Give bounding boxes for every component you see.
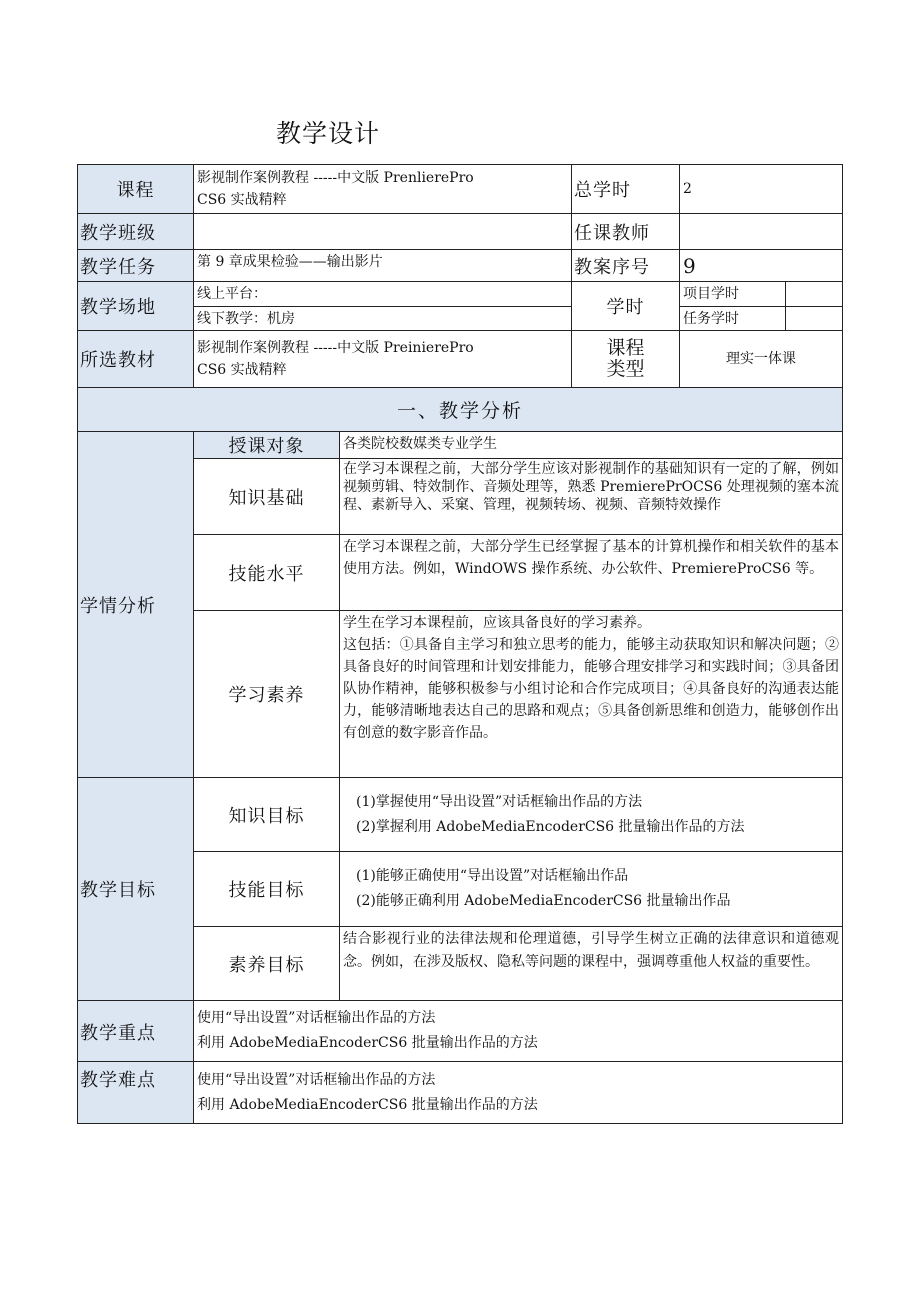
task-hours-label: 任务学时 xyxy=(683,310,739,327)
plan-no-value-cell xyxy=(679,249,843,282)
teaching-goals-label: 教学目标 xyxy=(80,880,156,901)
learning-literacy-label: 学习素养 xyxy=(228,685,305,706)
class-label: 教学班级 xyxy=(80,222,156,244)
key-points-label-cell xyxy=(77,1000,194,1062)
skill-goal-2: (2)能够正确利用 AdobeMediaEncoderCS6 批量输出作品 xyxy=(356,893,731,909)
task-value: 第 9 章成果检验——输出影片 xyxy=(197,254,383,270)
section-teaching-analysis xyxy=(77,387,843,432)
key-points-label: 教学重点 xyxy=(80,1023,156,1044)
hours-label-cell xyxy=(571,281,680,331)
knowledge-goal-1: (1)掌握使用“导出设置”对话框输出作品的方法 xyxy=(356,793,643,810)
class-value-cell xyxy=(193,213,572,250)
teacher-label-cell xyxy=(571,213,680,250)
teaching-goals-label-cell xyxy=(77,777,194,1001)
venue-offline: 线下教学：机房 xyxy=(197,310,295,327)
lesson-plan-table xyxy=(77,164,843,1124)
venue-online: 线上平台： xyxy=(197,286,267,302)
learner-analysis-label-cell xyxy=(77,431,194,778)
class-label-cell xyxy=(77,213,194,250)
knowledge-base-label-cell xyxy=(193,458,340,535)
audience-label: 授课对象 xyxy=(228,436,305,457)
task-value-cell xyxy=(193,249,572,282)
course-label: 课程 xyxy=(116,180,155,201)
total-hours-value: 2 xyxy=(683,181,692,197)
venue-label: 教学场地 xyxy=(80,297,156,318)
venue-offline-cell xyxy=(193,306,572,331)
skill-goal-label: 技能目标 xyxy=(228,880,305,901)
total-hours-value-cell xyxy=(679,164,843,214)
skill-level-label: 技能水平 xyxy=(228,563,305,585)
document-title: 教学设计 xyxy=(276,119,381,148)
literacy-goal-value-cell xyxy=(339,926,843,1001)
difficulties-label-cell xyxy=(77,1061,194,1124)
total-hours-label-cell xyxy=(571,164,680,214)
knowledge-base-label: 知识基础 xyxy=(228,487,305,509)
project-hours-value-cell xyxy=(785,281,843,307)
course-type-label-1: 课程 xyxy=(606,337,645,359)
textbook-value-line2: CS6 实战精粹 xyxy=(197,362,287,378)
task-hours-label-cell xyxy=(679,306,786,331)
course-type-label-2: 类型 xyxy=(606,358,645,380)
project-hours-label-cell xyxy=(679,281,786,307)
course-type-value-cell xyxy=(679,330,843,388)
literacy-goal-value: 结合影视行业的法律法规和伦理道德，引导学生树立正确的法律意识和道德观念。例如，在涉及版权、隐私等问题的课程中，强调尊重他人权益的重要性。 xyxy=(343,931,839,970)
skill-goal-value-cell xyxy=(339,851,843,927)
difficulties-label: 教学难点 xyxy=(80,1070,156,1091)
project-hours-label: 项目学时 xyxy=(683,286,739,302)
course-value-line1: 影视制作案例教程 -----中文版 PrenlierePro xyxy=(197,170,474,186)
skill-level-label-cell xyxy=(193,534,340,611)
teacher-value-cell xyxy=(679,213,843,250)
knowledge-goal-label: 知识目标 xyxy=(228,805,305,827)
knowledge-goal-label-cell xyxy=(193,777,340,852)
task-hours-value-cell xyxy=(785,306,843,331)
plan-no-label-cell xyxy=(571,249,680,282)
course-label-cell xyxy=(77,164,194,214)
knowledge-goal-value-cell xyxy=(339,777,843,852)
learning-literacy-label-cell xyxy=(193,610,340,778)
difficulty-1: 使用“导出设置”对话框输出作品的方法 xyxy=(197,1071,436,1088)
task-label: 教学任务 xyxy=(80,256,156,278)
skill-goal-label-cell xyxy=(193,851,340,927)
difficulty-2: 利用 AdobeMediaEncoderCS6 批量输出作品的方法 xyxy=(197,1096,538,1113)
learning-literacy-p1: 学生在学习本课程前，应该具备良好的学习素养。 xyxy=(343,615,651,631)
literacy-goal-label-cell xyxy=(193,926,340,1001)
learner-analysis-label: 学情分析 xyxy=(80,595,156,617)
plan-no-label: 教案序号 xyxy=(574,256,650,278)
learning-literacy-p2: 这包括：①具备自主学习和独立思考的能力，能够主动获取知识和解决问题；②具备良好的时间管理和计划安排能力，能够合理安排学习和实践时间；③具备团队协作精神，能够积极参与小组讨论和合作完成项目；④具备良好的沟通表达能力，能够清晰地表达自己的思路和观点；⑤具备创新思维和创造力，能够创作出有创意的数字影音作品。 xyxy=(343,637,839,741)
skill-level-value-cell xyxy=(339,534,843,611)
knowledge-base-value: 在学习本课程之前，大部分学生应该对影视制作的基础知识有一定的了解，例如视频剪辑、特效制作、音频处理等，熟悉 PremierePrOCS6 处理视频的塞本流程、素新导入、采窠、管理，视频转场、视频、音频特效操作 xyxy=(343,461,839,513)
hours-label: 学时 xyxy=(606,297,645,318)
course-type-value: 理实一体课 xyxy=(726,351,796,367)
total-hours-label: 总学时 xyxy=(574,180,631,201)
task-label-cell xyxy=(77,249,194,282)
section-title: 一、教学分析 xyxy=(396,400,523,422)
textbook-value-cell xyxy=(193,330,572,388)
course-value-line2: CS6 实战精粹 xyxy=(197,192,287,208)
difficulties-value-cell xyxy=(193,1061,843,1124)
venue-label-cell xyxy=(77,281,194,331)
textbook-label: 所选教材 xyxy=(80,350,156,371)
key-point-2: 利用 AdobeMediaEncoderCS6 批量输出作品的方法 xyxy=(197,1035,538,1051)
skill-goal-1: (1)能够正确使用“导出设置”对话框输出作品 xyxy=(356,868,629,884)
audience-value: 各类院校数媒类专业学生 xyxy=(343,436,497,452)
skill-level-value: 在学习本课程之前，大部分学生已经掌握了基本的计算机操作和相关软件的基本使用方法。例如，WindOWS 操作系统、办公软件、PremiereProCS6 等。 xyxy=(343,539,839,577)
key-points-value-cell xyxy=(193,1000,843,1062)
textbook-value-line1: 影视制作案例教程 -----中文版 PreinierePro xyxy=(197,340,474,356)
audience-label-cell xyxy=(193,431,340,459)
learning-literacy-value-cell xyxy=(339,610,843,778)
literacy-goal-label: 素养目标 xyxy=(228,954,305,976)
venue-online-cell xyxy=(193,281,572,307)
course-type-label-cell xyxy=(571,330,680,388)
textbook-label-cell xyxy=(77,330,194,388)
course-value-cell xyxy=(193,164,572,214)
key-point-1: 使用“导出设置”对话框输出作品的方法 xyxy=(197,1010,436,1026)
teacher-label: 任课教师 xyxy=(574,222,650,244)
plan-no-value: 9 xyxy=(683,253,698,278)
knowledge-base-value-cell xyxy=(339,458,843,535)
audience-value-cell xyxy=(339,431,843,459)
knowledge-goal-2: (2)掌握利用 AdobeMediaEncoderCS6 批量输出作品的方法 xyxy=(356,818,745,835)
